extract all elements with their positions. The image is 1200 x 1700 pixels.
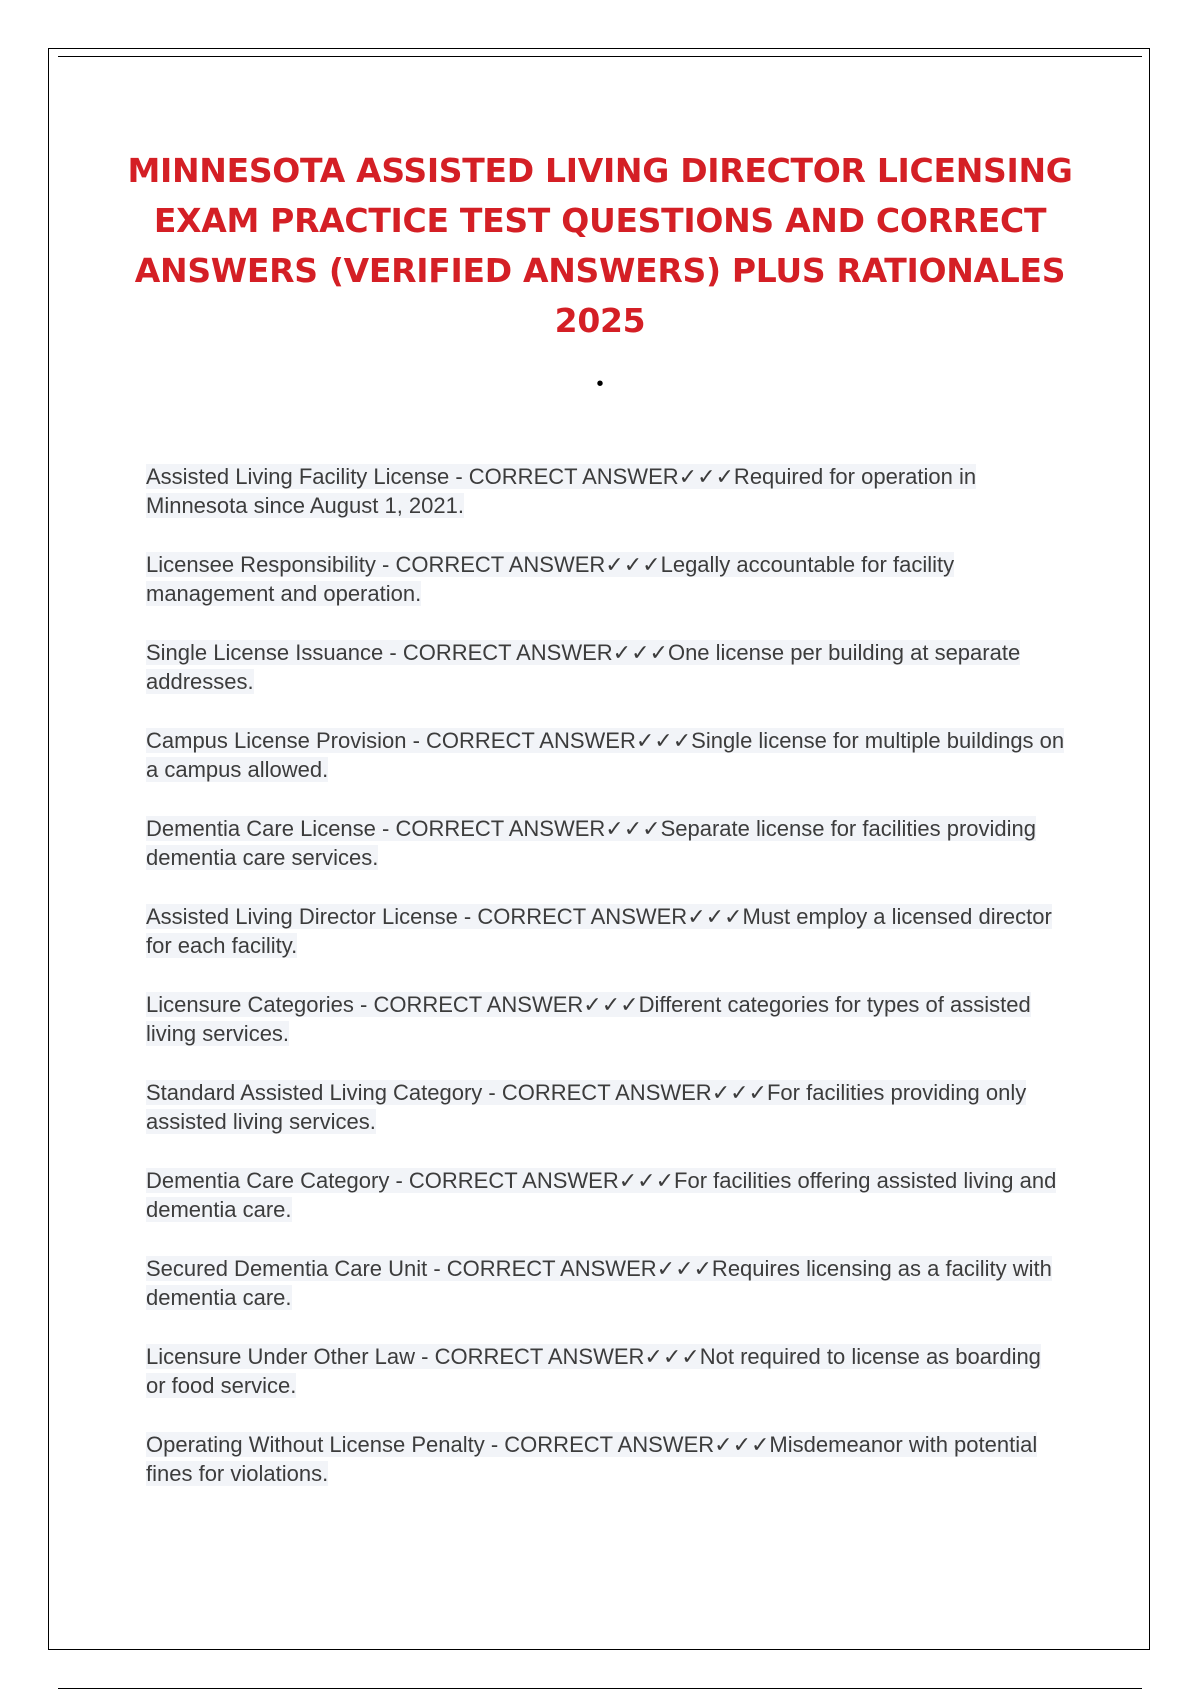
bottom-rule: [58, 1688, 1142, 1689]
qa-item-text: Licensee Responsibility - CORRECT ANSWER✓✓✓Legally accountable for facility management and operation.: [146, 552, 955, 606]
qa-item: [146, 726, 1066, 814]
qa-list: [146, 462, 1066, 1518]
qa-item: [146, 990, 1066, 1078]
qa-item: [146, 902, 1066, 990]
qa-item-text: Assisted Living Facility License - CORRECT ANSWER✓✓✓Required for operation in Minnesota since August 1, 2021.: [146, 464, 977, 518]
qa-item-text: Dementia Care Category - CORRECT ANSWER✓✓✓For facilities offering assisted living and dementia care.: [146, 1168, 1057, 1222]
qa-item: [146, 462, 1066, 550]
top-rule: [58, 56, 1142, 57]
qa-item-text: Assisted Living Director License - CORRECT ANSWER✓✓✓Must employ a licensed director for each facility.: [146, 904, 1052, 958]
title-bullet: •: [596, 373, 604, 395]
qa-item-text: Licensure Under Other Law - CORRECT ANSWER✓✓✓Not required to license as boarding or food service.: [146, 1344, 1041, 1398]
qa-item: [146, 1166, 1066, 1254]
qa-item-text: Standard Assisted Living Category - CORRECT ANSWER✓✓✓For facilities providing only assisted living services.: [146, 1080, 1027, 1134]
qa-item-text: Operating Without License Penalty - CORRECT ANSWER✓✓✓Misdemeanor with potential fines for violations.: [146, 1432, 1038, 1486]
qa-item-text: Secured Dementia Care Unit - CORRECT ANSWER✓✓✓Requires licensing as a facility with dementia care.: [146, 1256, 1052, 1310]
qa-item: [146, 1342, 1066, 1430]
document-title: MINNESOTA ASSISTED LIVING DIRECTOR LICENSING EXAM PRACTICE TEST QUESTIONS AND CORRECT ANSWERS (VERIFIED ANSWERS) PLUS RATIONALES 2025: [127, 151, 1073, 340]
qa-item: [146, 1254, 1066, 1342]
qa-item: [146, 638, 1066, 726]
qa-item-text: Campus License Provision - CORRECT ANSWER✓✓✓Single license for multiple buildings on a campus allowed.: [146, 728, 1065, 782]
qa-item-text: Dementia Care License - CORRECT ANSWER✓✓✓Separate license for facilities providing dementia care services.: [146, 816, 1037, 870]
qa-item-text: Licensure Categories - CORRECT ANSWER✓✓✓Different categories for types of assisted living services.: [146, 992, 1031, 1046]
qa-item: [146, 814, 1066, 902]
qa-item: [146, 1078, 1066, 1166]
qa-item: [146, 1430, 1066, 1518]
qa-item-text: Single License Issuance - CORRECT ANSWER✓✓✓One license per building at separate addresses.: [146, 640, 1021, 694]
qa-item: [146, 550, 1066, 638]
